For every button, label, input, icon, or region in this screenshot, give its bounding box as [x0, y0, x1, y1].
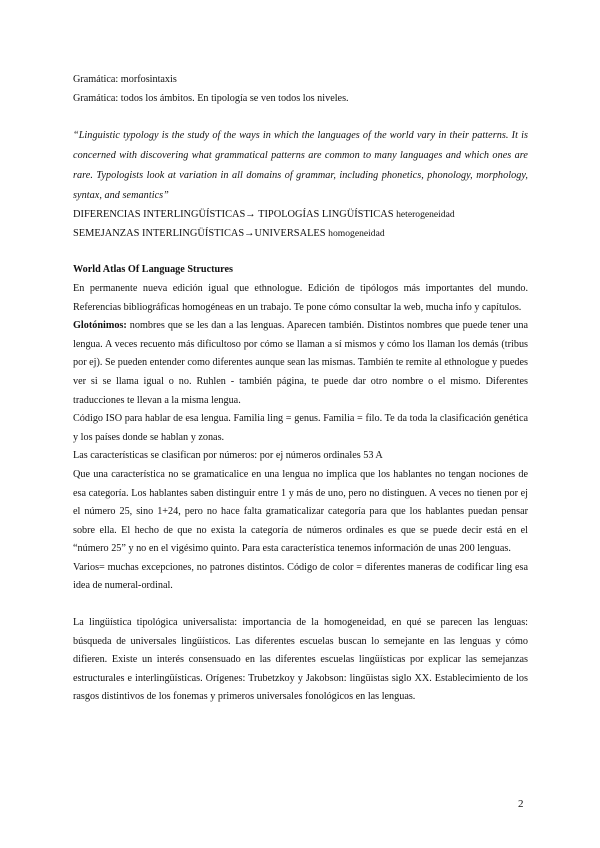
wals-heading: World Atlas Of Language Structures	[73, 264, 233, 276]
wals-paragraph: En permanente nueva edición igual que ethnologue. Edición de tipólogos más importantes del mundo. Referencias bibliográficas homogéneas en un trabajo. Te pone cómo consultar la web, mucha info y capítulos.	[73, 282, 528, 313]
glotonimos-paragraph	[73, 317, 528, 410]
page-number: 2	[518, 798, 524, 810]
gramatica-line-1: Gramática: morfosintaxis	[73, 74, 177, 85]
gramatica-line-2: Gramática: todos los ámbitos. En tipología se ven todos los niveles.	[73, 92, 349, 104]
glotonimos-text: nombres que se les dan a las lenguas. Aparecen también. Distintos nombres que puede tener una lengua. A veces recuento más dificultoso por cómo se llaman a sí mismos y cómo los llaman los demás (tribus por ej). Se pueden entender como diferentes aunque sean las mismas. También te remite al ethnologue y puedes ver si se llama igual o no. Ruhlen - también página, te puede dar otro nombre o el mismo. Diferentes traducciones te llevan a la misma lengua.	[73, 320, 528, 406]
differences-tail: heterogeneidad	[396, 209, 455, 221]
similarities-line	[73, 225, 528, 244]
glotonimos-label: Glotónimos:	[73, 320, 127, 332]
similarities-main: SEMEJANZAS INTERLINGÜÍSTICAS→UNIVERSALES	[73, 227, 326, 239]
differences-main: DIFERENCIAS INTERLINGÜÍSTICAS→ TIPOLOGÍAS LINGÜÍSTICAS	[73, 209, 394, 221]
universalista-paragraph: La lingüística tipológica universalista: importancia de la homogeneidad, en qué se parecen las lenguas: búsqueda de universales lingüísticos. Las diferentes escuelas buscan lo semejante en las lenguas y cómo difieren. Existe un interés consensuado en las diferentes escuelas lingüísticas por explicar las semejanzas estructurales e interlingüísticas. Orígenes: Trubetzkoy y Jakobson: lingüistas siglo XX. Establecimiento de los rasgos distintivos de los fonemas y primeros universales fonológicos en las lenguas.	[73, 617, 528, 703]
caracteristicas-line: Las características se clasifican por números: por ej números ordinales 53 A	[73, 450, 383, 462]
differences-line	[73, 206, 528, 225]
page-content	[73, 71, 528, 707]
iso-paragraph: Código ISO para hablar de esa lengua. Familia ling = genus. Familia = filo. Te da toda la clasificación genética y los países donde se hablan y zonas.	[73, 413, 528, 443]
typology-quote: “Linguistic typology is the study of the ways in which the languages of the world vary in their patterns. It is concerned with discovering what grammatical patterns are common to many languages and which ones are rare. Typologists look at variation in all domains of grammar, including phonetics, phonology, morphology, syntax, and semantics”	[73, 130, 528, 202]
similarities-tail: homogeneidad	[328, 227, 385, 239]
varios-paragraph: Varios= muchas excepciones, no patrones distintos. Código de color = diferentes maneras de codificar ling esa idea de numeral-ordinal.	[73, 561, 528, 592]
gramaticalice-paragraph: Que una característica no se gramaticalice en una lengua no implica que los hablantes no tengan nociones de esa categoría. Los hablantes saben distinguir entre 1 y más de uno, pero no distinguen. A veces no tienen por ej el número 25, sino 1+24, pero no hace falta gramaticalizar categoría para que los hablantes puedan pensar sobre ella. El hecho de que no exista la categoría de números ordinales es que se puede decir está en el “número 25” y no en el vigésimo quinto. Para esta característica tenemos información de unas 200 lenguas.	[73, 468, 528, 555]
